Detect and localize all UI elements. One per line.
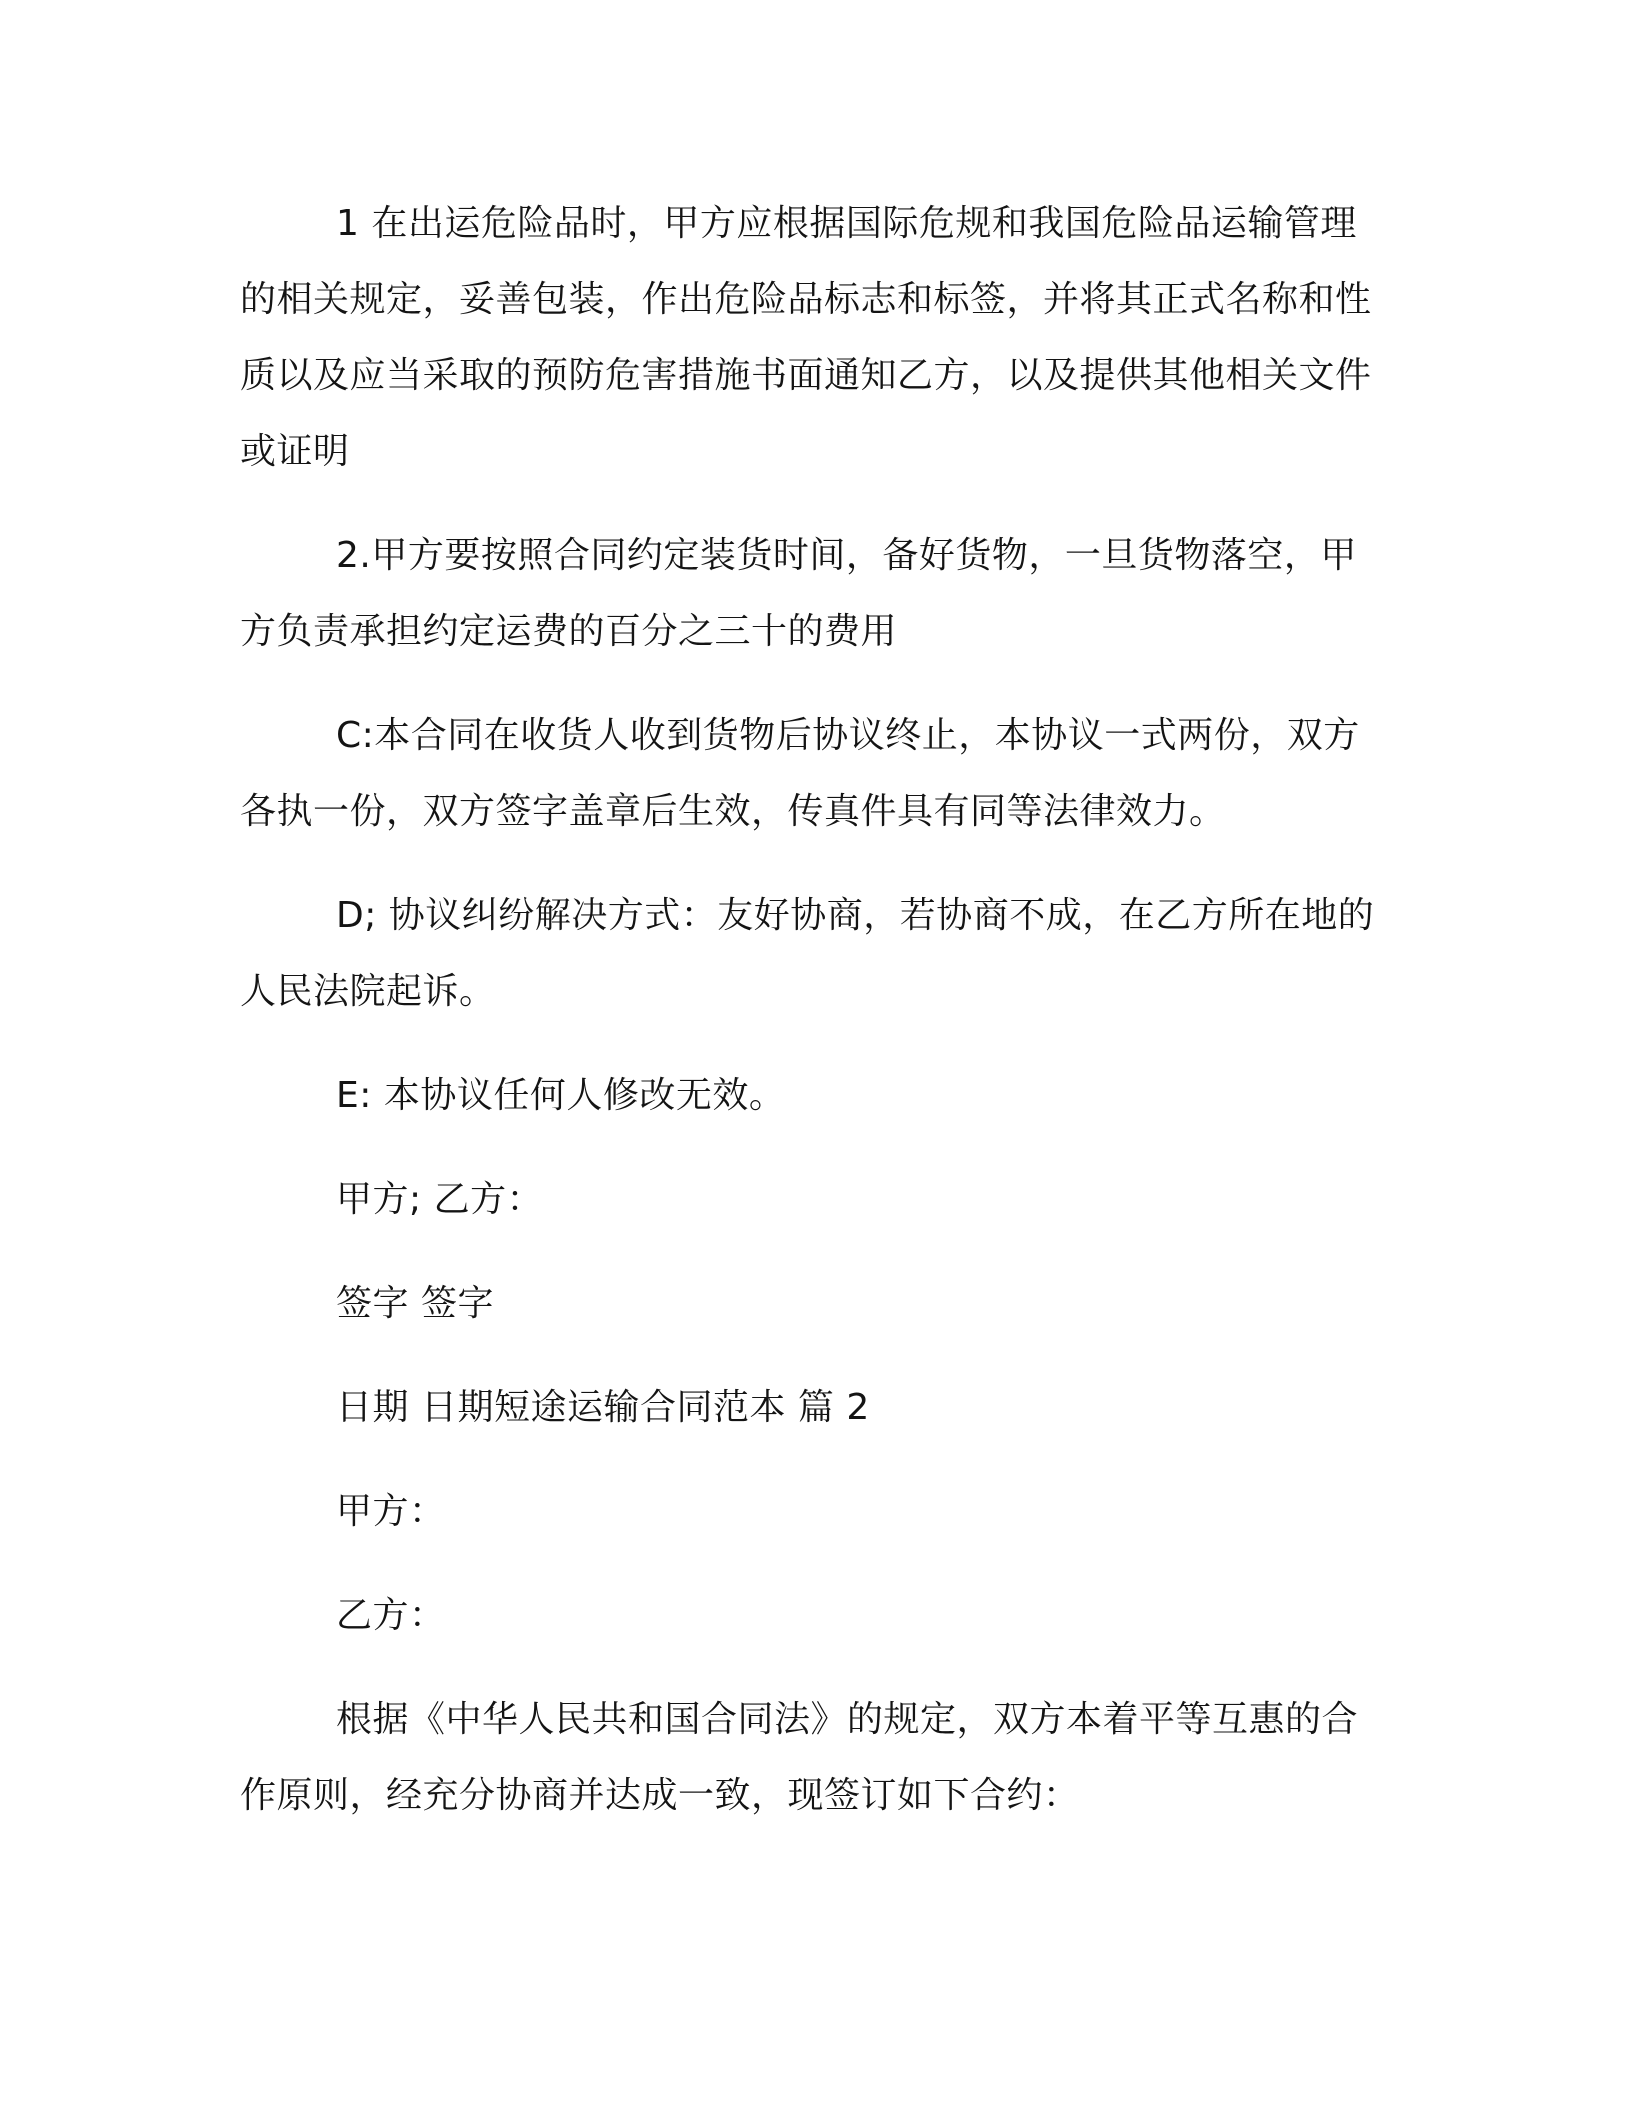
paragraph-preamble: 根据《中华人民共和国合同法》的规定，双方本着平等互惠的合作原则，经充分协商并达成一致，现签订如下合约：: [240, 1699, 1359, 1816]
paragraph-dangerous-goods: 1 在出运危险品时，甲方应根据国际危规和我国危险品运输管理的相关规定，妥善包装，作出危险品标志和标签，并将其正式名称和性质以及应当采取的预防危害措施书面通知乙方，以及提供其他相关文件或证明: [240, 203, 1372, 472]
paragraph-signatures: 签字 签字: [336, 1283, 494, 1324]
paragraph-parties-line: 甲方; 乙方：: [336, 1179, 544, 1220]
paragraph-loading-time: 2.甲方要按照合同约定装货时间，备好货物，一旦货物落空，甲方负责承担约定运费的百分之三十的费用: [240, 535, 1357, 652]
paragraph-no-modification: E: 本协议任何人修改无效。: [336, 1075, 786, 1116]
paragraph-termination: C:本合同在收货人收到货物后协议终止，本协议一式两份，双方各执一份，双方签字盖章后生效，传真件具有同等法律效力。: [240, 715, 1360, 832]
paragraph-party-a: 甲方：: [336, 1491, 446, 1532]
paragraph-dispute-resolution: D; 协议纠纷解决方式：友好协商，若协商不成，在乙方所在地的人民法院起诉。: [240, 895, 1375, 1012]
document-body: [240, 186, 1390, 1862]
paragraph-date-and-title: 日期 日期短途运输合同范本 篇 2: [336, 1387, 870, 1428]
paragraph-party-b: 乙方：: [336, 1595, 446, 1636]
